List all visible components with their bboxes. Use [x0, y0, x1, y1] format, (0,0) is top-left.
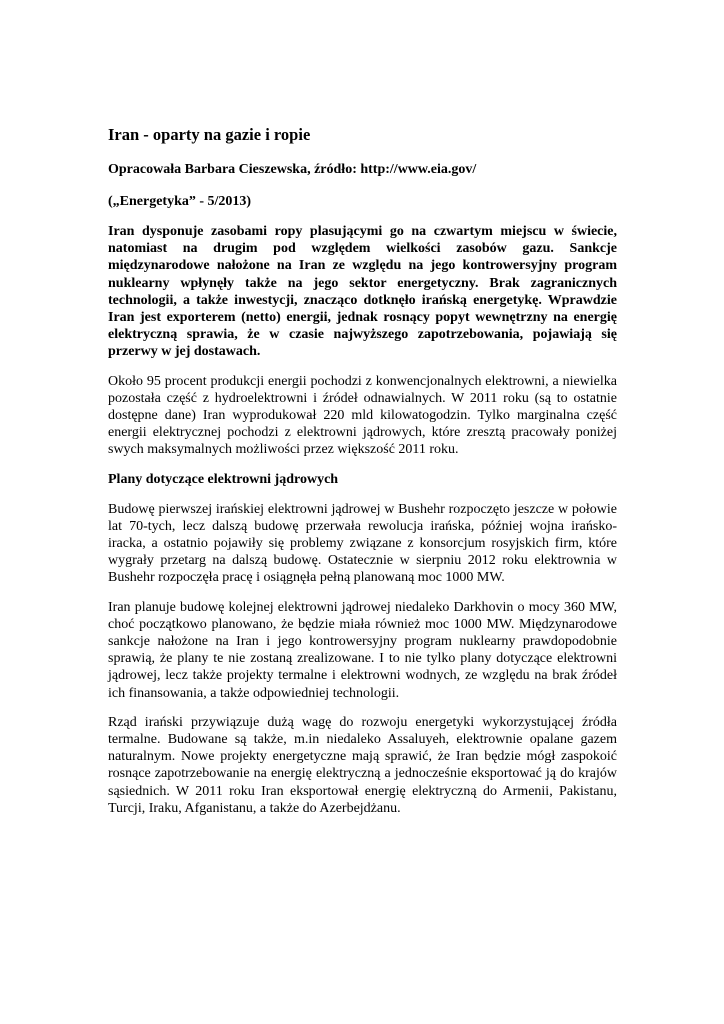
lead-paragraph: Iran dysponuje zasobami ropy plasującymi go na czwartym miejscu w świecie, natomiast na drugim pod względem wielkości zasobów gazu. Sankcje międzynarodowe nałożone na Iran ze względu na jego kontrowersyjny program nuklearny wpłynęły także na jego sektor energetyczny. Brak zagranicznych technologii, a także inwestycji, znacząco dotknęło irańską energetykę. Wprawdzie Iran jest exporterem (netto) energii, jednak rosnący popyt wewnętrzny na energię elektryczną sprawia, że w czasie najwyższego zapotrzebowania, pojawiają się przerwy w jej dostawach. — [108, 224, 617, 360]
publication-source: („Energetyka” - 5/2013) — [108, 194, 252, 209]
body-paragraph-1: Około 95 procent produkcji energii pochodzi z konwencjonalnych elektrowni, a niewielka pozostała część z hydroelektrowni i źródeł odnawialnych. W 2011 roku (są to ostatnie dostępne dane) Iran wyprodukował 220 mld kilowatogodzin. Tylko marginalna część energii elektrycznej pochodzi z elektrowni jądrowych, które zresztą pracowały poniżej swych maksymalnych możliwości przez większość 2011 roku. — [108, 373, 617, 458]
body-paragraph-4: Rząd irański przywiązuje dużą wagę do rozwoju energetyki wykorzystującej źródła termalne. Budowane są także, m.in niedaleko Assaluyeh, elektrownie opalane gazem naturalnym. Nowe projekty energetyczne mają sprawić, że Iran będzie mógł zaspokoić rosnące zapotrzebowanie na energię elektryczną a jednocześnie eksportować ją do krajów sąsiednich. W 2011 roku Iran eksportował energię elektryczną do Armenii, Pakistanu, Turcji, Iraku, Afganistanu, a także do Azerbejdżanu. — [108, 714, 617, 816]
author-byline: Opracowała Barbara Cieszewska, źródło: http://www.eia.gov/ — [108, 162, 477, 177]
page-title: Iran - oparty na gazie i ropie — [108, 125, 311, 144]
section-heading: Plany dotyczące elektrowni jądrowych — [108, 471, 339, 487]
document-page — [108, 125, 617, 829]
body-paragraph-3: Iran planuje budowę kolejnej elektrowni jądrowej niedaleko Darkhovin o mocy 360 MW, choć początkowo planowano, że będzie miała również moc 1000 MW. Międzynarodowe sankcje nałożone na Iran i jego kontrowersyjny program nuklearny prawdopodobnie sprawią, że plany te nie zostaną zrealizowane. I to nie tylko plany dotyczące elektrowni jądrowej, lecz także projekty termalne i elektrowni wodnych, ze względu na brak źródeł ich finansowania, a także odpowiedniej technologii. — [108, 599, 617, 701]
body-paragraph-2: Budowę pierwszej irańskiej elektrowni jądrowej w Bushehr rozpoczęto jeszcze w połowie lat 70-tych, lecz dalszą budowę przerwała rewolucja irańska, później wojna irańsko-iracka, a ostatnio pojawiły się problemy związane z konsorcjum rosyjskich firm, które wygrały przetarg na dalszą budowę. Ostatecznie w sierpniu 2012 roku elektrownia w Bushehr rozpoczęła pracę i osiągnęła pełną planowaną moc 1000 MW. — [108, 501, 617, 586]
